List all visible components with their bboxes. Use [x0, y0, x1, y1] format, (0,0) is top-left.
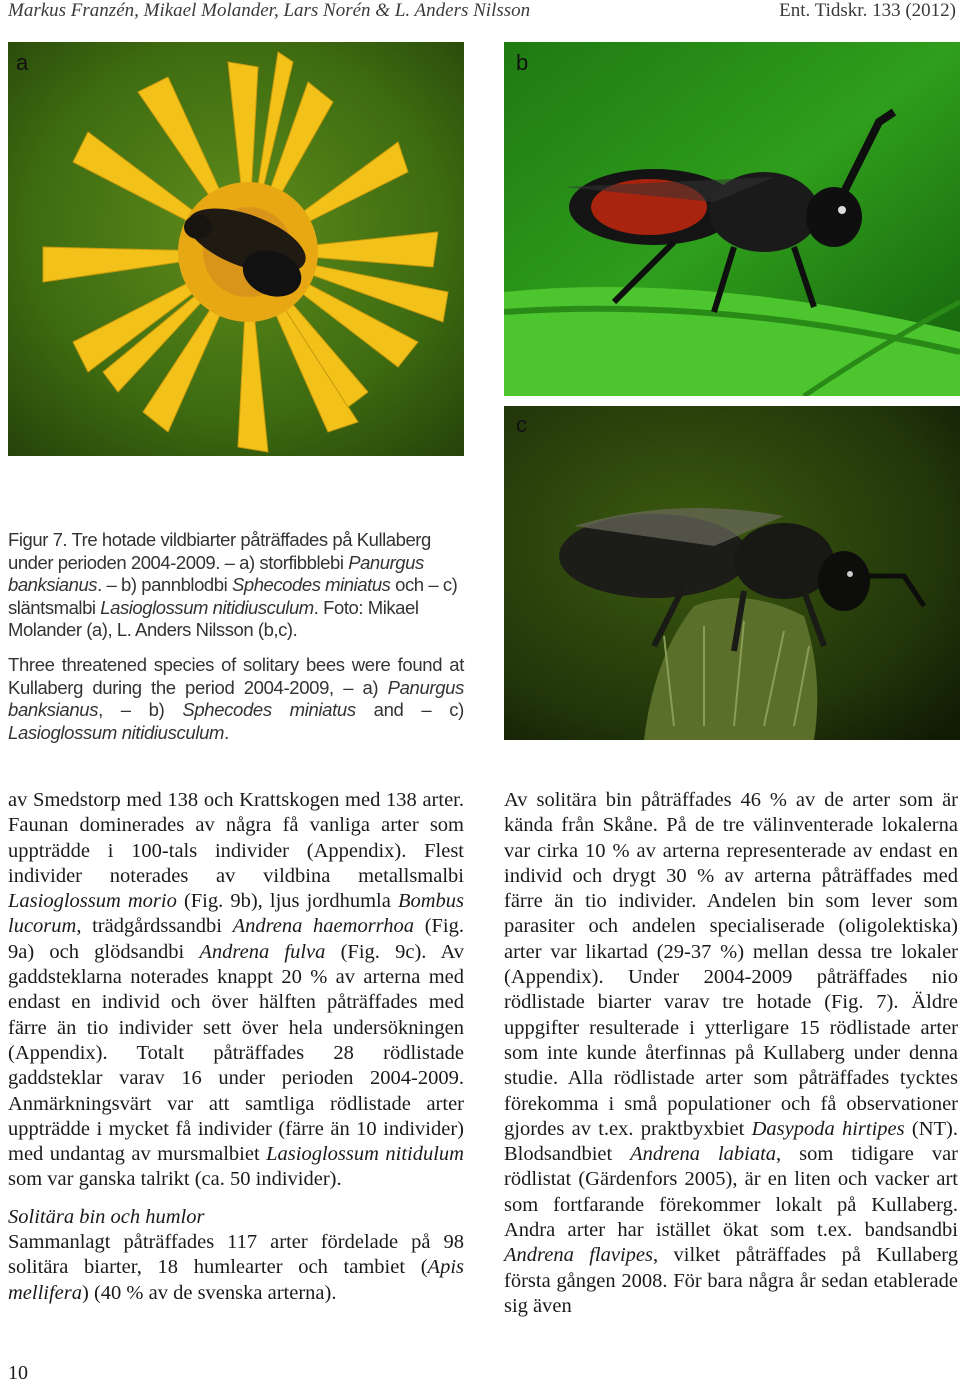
species-name: Dasypoda hirtipes: [751, 1117, 905, 1140]
photo-a-bee-on-flower: [8, 42, 464, 456]
species-name: Andrena labiata: [630, 1143, 777, 1166]
caption-sv-species-c: Lasioglossum nitidiusculum: [100, 596, 314, 618]
body-paragraph: [8, 1230, 464, 1306]
photo-b-bee-on-leaf: [504, 42, 960, 396]
caption-sv-species-b: Sphecodes miniatus: [231, 574, 391, 595]
caption-sv-species-a: Panurgus banksianus: [8, 551, 424, 595]
species-name: Lasioglossum morio: [8, 890, 177, 913]
text-run: , som tidigare var rödlistat (Gärdenfors 2005), är en liten och vacker art som fortfarande förekommer lokalt på Kullaberg. Andra arter har istället ökat som t.ex. bandsandbi: [504, 1143, 959, 1242]
text-run: (Fig. 9b), ljus jordhumla: [176, 890, 398, 913]
running-header-journal: Ent. Tidskr. 133 (2012): [779, 0, 956, 21]
caption-en-suffix: .: [224, 721, 229, 743]
caption-en-species-a: Panurgus banksianus: [8, 676, 464, 720]
photo-a-label: a: [16, 50, 29, 75]
section-subheading: Solitära bin och humlor: [8, 1205, 205, 1228]
caption-sv-prefix: Figur 7. Tre hotade vildbiarter påträffades på Kullaberg under perioden 2004-2009. – a) storfibblebi: [8, 529, 431, 573]
species-name: Lasioglossum nitidulum: [266, 1143, 464, 1166]
caption-sv-mid1: . – b) pannblodbi: [97, 574, 232, 595]
species-name: Andrena fulva: [199, 940, 326, 963]
figure-caption-english: [8, 654, 464, 744]
text-run: (Fig. 9a) och glödsandbi: [8, 915, 464, 963]
species-name: Andrena haemorrhoa: [232, 915, 415, 938]
figure-caption-swedish: [8, 529, 464, 642]
text-run: Sammanlagt påträffades 117 arter fördelade på 98 solitära biarter, 18 humlearter och tambiet (: [8, 1231, 464, 1279]
caption-en-mid1: , – b): [98, 699, 183, 720]
text-run: ) (40 % av de svenska arterna).: [82, 1281, 337, 1304]
species-name: Bombus lucorum: [8, 890, 464, 938]
body-paragraph: [504, 788, 958, 1319]
body-column-left: [8, 788, 464, 1306]
species-name: Apis mellifera: [8, 1256, 464, 1304]
text-run: , vilket påträffades på Kullaberg första gången 2008. För bara några år sedan etablerade sig även: [504, 1244, 958, 1317]
caption-sv-mid2: och – c) släntsmalbi: [8, 574, 458, 618]
body-column-right: [504, 788, 958, 1319]
species-name: Andrena flavipes: [504, 1244, 653, 1267]
photo-c-label: c: [516, 412, 527, 437]
text-run: av Smedstorp med 138 och Krattskogen med 138 arter. Faunan dominerades av några få vanliga arter som uppträdde i 100-tals individer (Appendix). Flest individer noterades av vildbina metallsmalbi: [8, 789, 464, 887]
photo-b-label: b: [516, 50, 529, 75]
text-run: , trädgårdssandbi: [76, 915, 233, 938]
text-run: (Fig. 9c). Av gaddsteklarna noterades knappt 20 % av arterna med endast en individ och över hälften påträffades med färre än tio individer sett över hela undersökningen (Appendix). Totalt påträffades 28 rödlistade gaddsteklar varav 16 under perioden 2004-2009. Anmärkningsvärt var att samtliga rödlistade arter uppträdde i mycket få individer (färre än 10 individer) med undantag av mursmalbiet: [8, 940, 464, 1166]
caption-sv-suffix: . Foto: Mikael Molander (a), L. Anders Nilsson (b,c).: [8, 596, 419, 640]
caption-en-species-c: Lasioglossum nitidiusculum: [8, 721, 225, 743]
text-run: Av solitära bin påträffades 46 % av de arter som är kända från Skåne. På de tre välinventerade lokalerna var cirka 10 % av arterna representerade av endast en individ och drygt 30 % av arterna påträffades med färre än tio individer. Andelen bin som lever som parasiter och andelen specialiserade (oligolektiska) arter var likartad (29-37 %) mellan dessa tre lokaler (Appendix). Under 2004-2009 påträffades nio rödlistade biarter varav tre hotade (Fig. 7). Äldre uppgifter resulterade i ytterligare 15 rödlistade arter som inte kunde återfinnas på Kullaberg under denna studie. Alla rödlistade arter som påträffades tycktes förekomma i små populationer och få observationer gjordes av t.ex. praktbyxbiet: [504, 789, 958, 1140]
text-run: som var ganska talrikt (ca. 50 individer).: [8, 1168, 342, 1191]
body-paragraph: [8, 788, 464, 1193]
caption-en-prefix: Three threatened species of solitary bees were found at Kullaberg during the period 2004-2009, – a): [8, 654, 464, 698]
page-number: 10: [8, 1362, 28, 1384]
caption-en-species-b: Sphecodes miniatus: [182, 699, 356, 720]
running-header-authors: Markus Franzén, Mikael Molander, Lars Norén & L. Anders Nilsson: [8, 0, 531, 21]
text-run: (NT). Blodsandbiet: [504, 1117, 958, 1166]
caption-en-mid2: and – c): [355, 699, 464, 720]
photo-c-bee-on-stem: [504, 406, 960, 740]
